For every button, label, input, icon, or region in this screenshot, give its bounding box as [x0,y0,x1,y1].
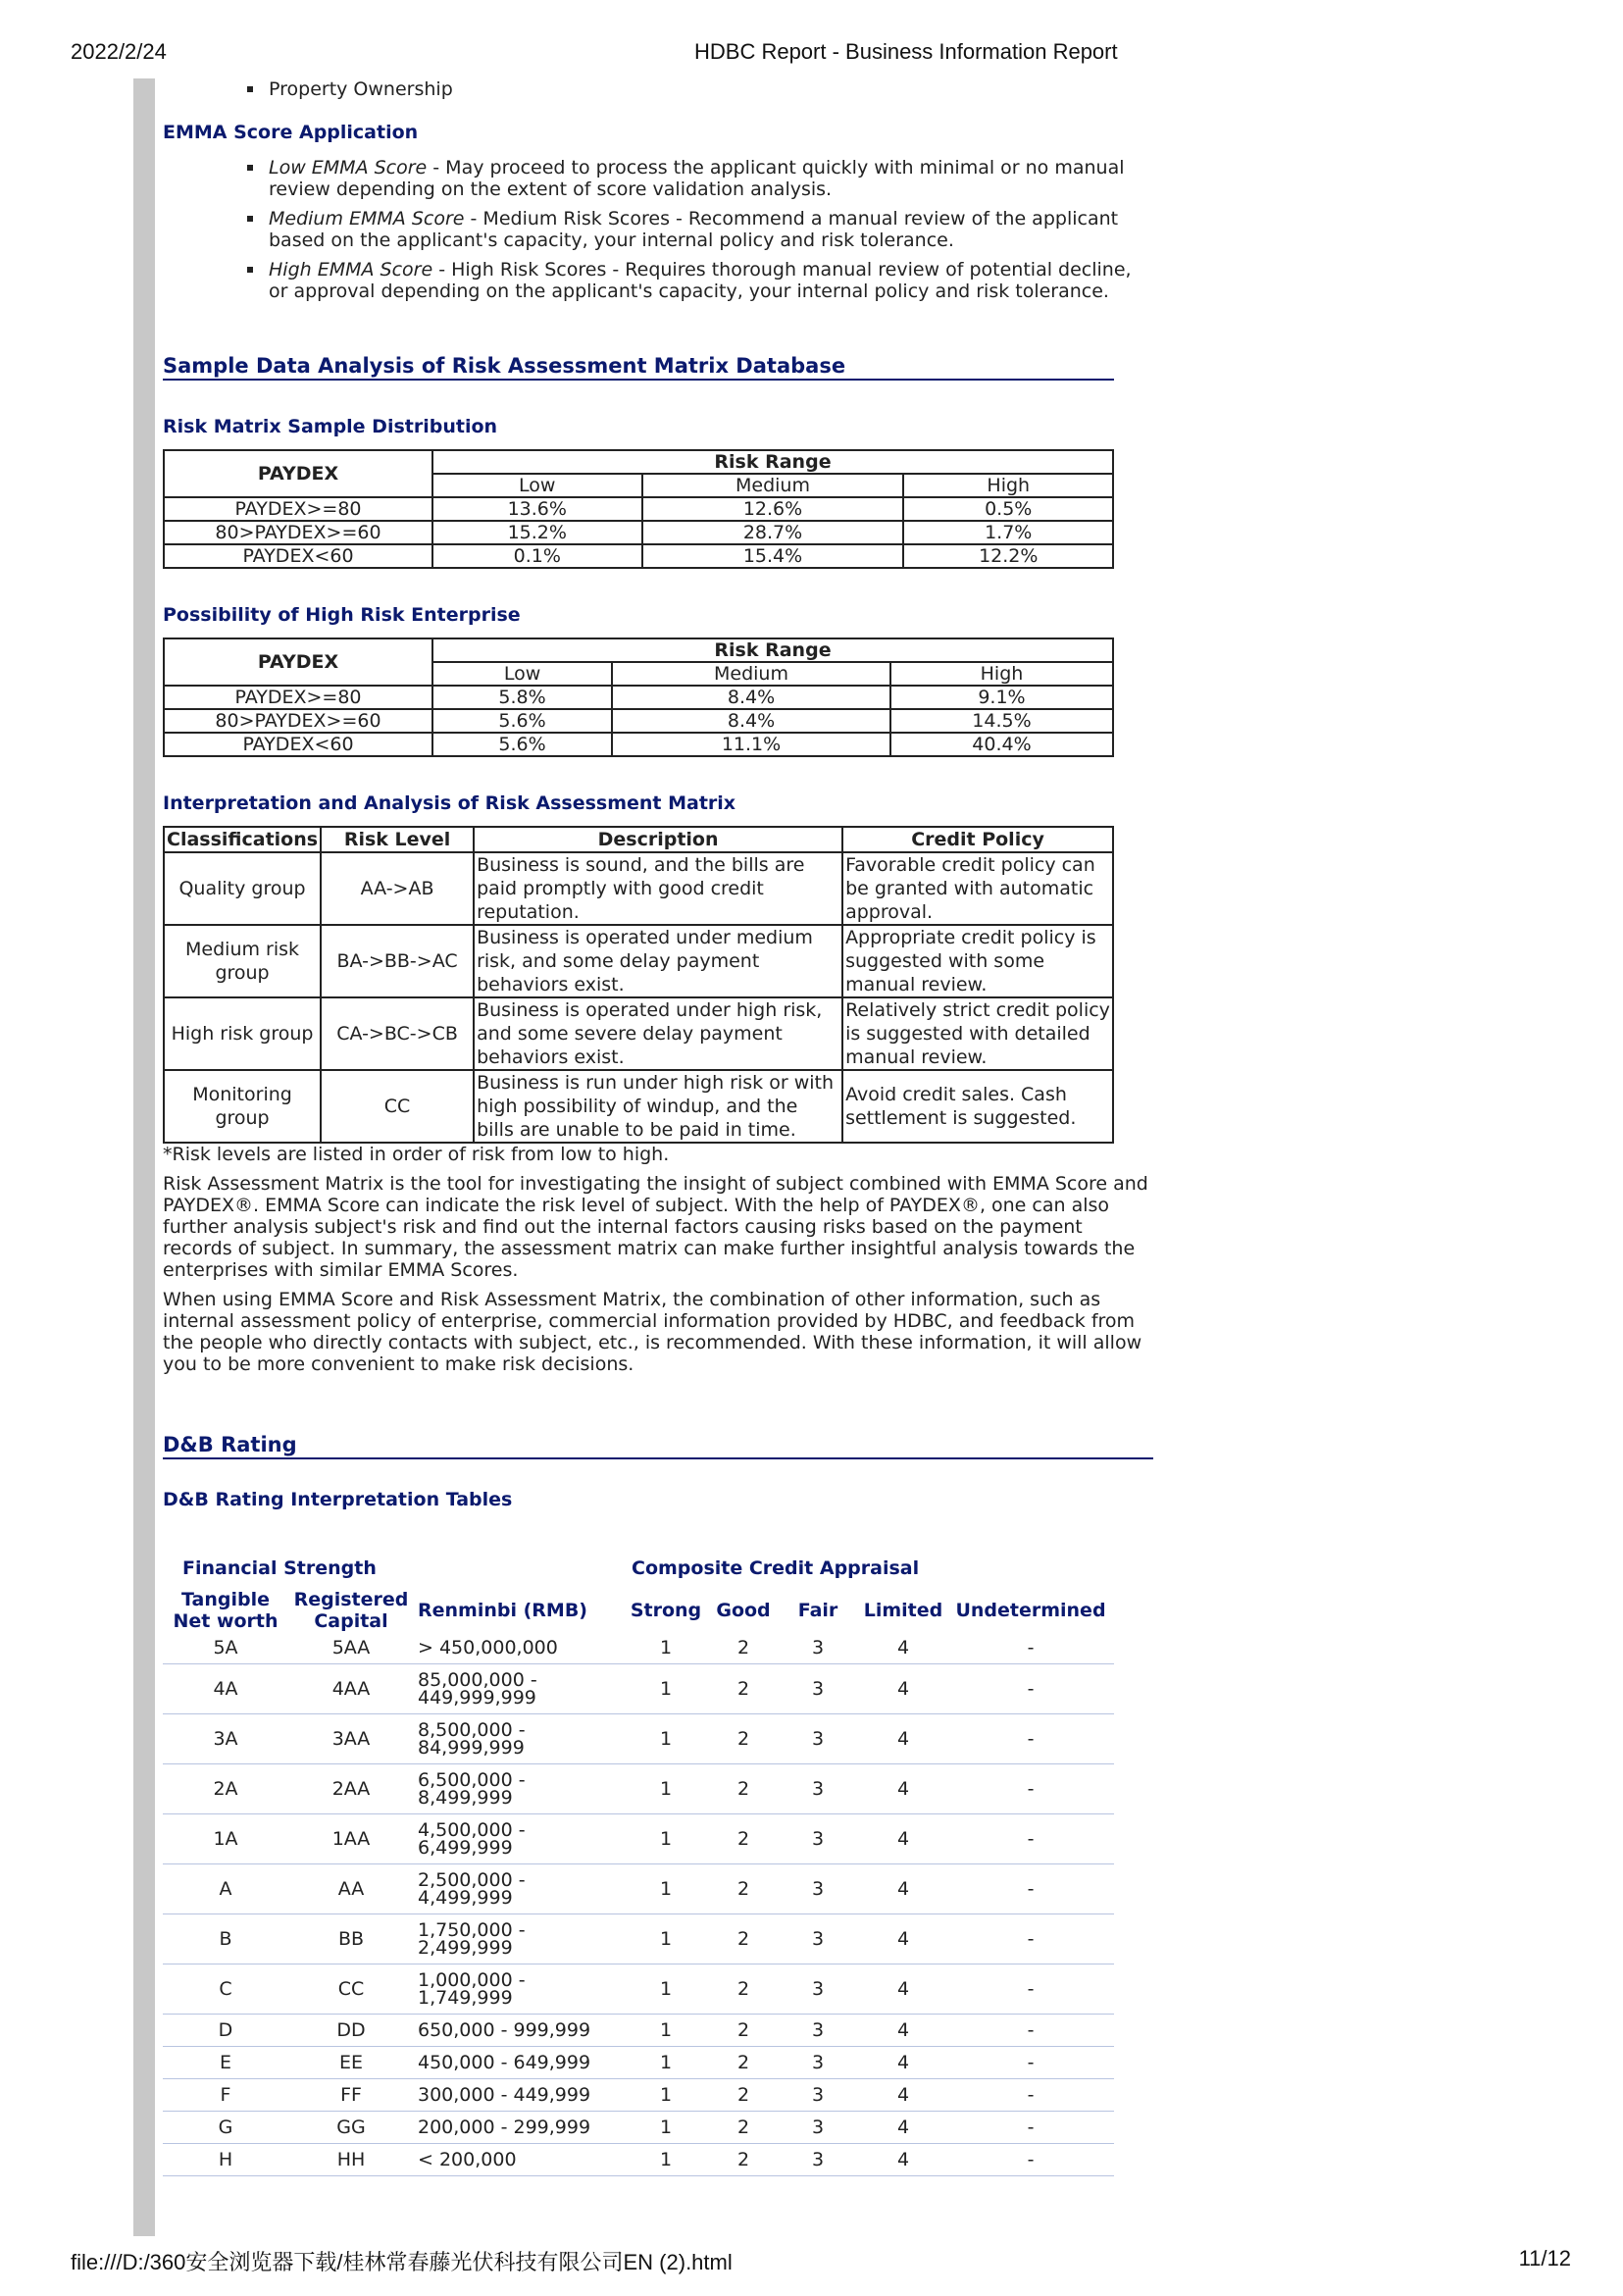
table-row: PAYDEX>=80 5.8% 8.4% 9.1% [164,686,1113,709]
table-cell: 85,000,000 - 449,999,999 [414,1664,622,1714]
table-cell: 2AA [288,1764,414,1814]
list-item: Low EMMA Score - May proceed to process the applicant quickly with minimal or no manual review depending on the extent of score validation analysis. [269,157,1153,200]
table-cell: 1 [622,2047,710,2079]
table-cell: 1,000,000 - 1,749,999 [414,1964,622,2015]
table-cell: - [947,1864,1114,1914]
col-header: Undetermined [955,1600,1106,1621]
col-header: Description [474,827,842,852]
table-cell: 450,000 - 649,999 [414,2047,622,2079]
col-header: Low [432,474,642,497]
interp-title: Interpretation and Analysis of Risk Assessment Matrix [163,792,736,814]
table-cell: GG [288,2112,414,2144]
top-bullet-list [163,78,1153,100]
col-header-risk-range: Risk Range [432,450,1113,474]
table-cell: 3AA [288,1714,414,1764]
table-cell: 1 [622,1632,710,1664]
table-cell: 1AA [288,1814,414,1864]
emma-list [163,157,1153,302]
col-header: Registered Capital [293,1589,409,1632]
col-header: Strong [630,1600,702,1621]
table-cell: AA [288,1864,414,1914]
table-cell: 4 [859,1714,947,1764]
table-row [163,1764,1114,1814]
table-row: Medium risk group BA->BB->AC Business is operated under medium risk, and some delay payment behaviors exist. Appropriate credit policy is suggested with some manual review. [164,925,1113,997]
table-cell: > 450,000,000 [414,1632,622,1664]
col-header: High [890,662,1113,686]
composite-credit-title: Composite Credit Appraisal [632,1557,920,1579]
table-cell: - [947,2015,1114,2047]
table-cell: 1 [622,2015,710,2047]
table-row: PAYDEX>=80 13.6% 12.6% 0.5% [164,497,1113,521]
table-cell: 2 [710,1964,777,2015]
table-cell: - [947,1764,1114,1814]
table-cell: 2 [710,2144,777,2176]
dist-title: Risk Matrix Sample Distribution [163,416,498,437]
section-title-sample: Sample Data Analysis of Risk Assessment Matrix Database [163,355,1114,381]
table-cell: 2 [710,1914,777,1964]
table-cell: 3 [777,2015,859,2047]
table-cell: 2,500,000 - 4,499,999 [414,1864,622,1914]
emma-term: Medium EMMA Score [269,208,465,230]
table-cell: 4 [859,1664,947,1714]
table-cell: 5AA [288,1632,414,1664]
table-cell: - [947,1714,1114,1764]
table-cell: 3 [777,1664,859,1714]
list-item: Property Ownership [269,78,1153,100]
table-row [163,1714,1114,1764]
table-cell: D [163,2015,288,2047]
table-row [163,1964,1114,2015]
table-cell: 3 [777,2047,859,2079]
table-cell: 2 [710,1714,777,1764]
table-cell: 2 [710,2015,777,2047]
table-cell: 3 [777,1864,859,1914]
table-cell: - [947,2079,1114,2112]
table-cell: 1 [622,1664,710,1714]
table-cell: 8,500,000 - 84,999,999 [414,1714,622,1764]
table-cell: CC [288,1964,414,2015]
table-cell: FF [288,2079,414,2112]
table-cell: 2 [710,1632,777,1664]
table-row [163,1632,1114,1664]
report-content [163,77,1153,2176]
distribution-table [163,449,1114,569]
table-row [163,1814,1114,1864]
table-row [163,2079,1114,2112]
table-cell: 1 [622,1864,710,1914]
table-cell: 650,000 - 999,999 [414,2015,622,2047]
table-row [163,1914,1114,1964]
col-header: Renminbi (RMB) [418,1600,587,1621]
financial-strength-title: Financial Strength [182,1557,377,1579]
table-cell: 4 [859,2112,947,2144]
table-cell: H [163,2144,288,2176]
table-cell: E [163,2047,288,2079]
table-cell: 2 [710,1864,777,1914]
table-cell: 3 [777,1914,859,1964]
table-cell: 3 [777,1632,859,1664]
section-title-dnb: D&B Rating [163,1434,1153,1459]
table-cell: DD [288,2015,414,2047]
col-header: Classifications [164,827,321,852]
col-header: Tangible Net worth [173,1589,279,1632]
table-cell: C [163,1964,288,2015]
table-cell: 300,000 - 449,999 [414,2079,622,2112]
table-cell: 1 [622,1714,710,1764]
col-header: Good [716,1600,771,1621]
table-cell: 4 [859,1632,947,1664]
table-cell: - [947,1964,1114,2015]
print-header [71,39,1571,69]
table-cell: 3 [777,1814,859,1864]
dnb-rating-table [163,1557,1114,2176]
table-cell: - [947,1814,1114,1864]
table-cell: 3 [777,1964,859,2015]
table-cell: 4 [859,1814,947,1864]
page-number: 11/12 [1518,2246,1571,2270]
col-header: High [903,474,1113,497]
table-row: Monitoring group CC Business is run under high risk or with high possibility of windup, and the bills are unable to be paid in time. Avoid credit sales. Cash settlement is suggested. [164,1070,1113,1143]
table-cell: 2 [710,2047,777,2079]
print-date: 2022/2/24 [71,39,167,64]
table-cell: 3 [777,1714,859,1764]
possibility-table [163,638,1114,757]
table-row: Quality group AA->AB Business is sound, and the bills are paid promptly with good credit reputation. Favorable credit policy can be granted with automatic approval. [164,852,1113,925]
table-cell: 1 [622,1914,710,1964]
table-cell: A [163,1864,288,1914]
table-cell: - [947,1664,1114,1714]
table-row: High risk group CA->BC->CB Business is operated under high risk, and some severe delay payment behaviors exist. Relatively strict credit policy is suggested with detailed manual review. [164,997,1113,1070]
table-row [163,2015,1114,2047]
table-cell: 1 [622,2112,710,2144]
table-cell: - [947,2047,1114,2079]
print-title: HDBC Report - Business Information Report [694,39,1118,64]
table-cell: G [163,2112,288,2144]
paragraph-usage: When using EMMA Score and Risk Assessment Matrix, the combination of other information, such as internal assessment policy of enterprise, commercial information provided by HDBC, and feedback from the people who directly contacts with subject, etc., is recommended. With these information, it will allow you to be more convenient to make risk decisions. [163,1289,1142,1375]
table-row [163,1664,1114,1714]
table-cell: 1 [622,1764,710,1814]
rating-rows [163,1632,1114,2176]
table-cell: B [163,1914,288,1964]
col-header: Low [432,662,612,686]
table-row [163,2144,1114,2176]
col-header: Risk Level [321,827,474,852]
table-row [163,2047,1114,2079]
table-cell: 1 [622,1964,710,2015]
table-cell: 3A [163,1714,288,1764]
col-header: Limited [863,1600,943,1621]
table-cell: - [947,1914,1114,1964]
table-cell: 200,000 - 299,999 [414,2112,622,2144]
table-row: 80>PAYDEX>=60 15.2% 28.7% 1.7% [164,521,1113,544]
table-cell: 4 [859,1764,947,1814]
table-cell: 4 [859,1914,947,1964]
table-row [163,2112,1114,2144]
table-row: PAYDEX<60 0.1% 15.4% 12.2% [164,544,1113,568]
emma-term: Low EMMA Score [269,157,428,179]
table-cell: 2 [710,1664,777,1714]
table-cell: 1A [163,1814,288,1864]
table-cell: 4 [859,2144,947,2176]
possibility-title: Possibility of High Risk Enterprise [163,604,521,626]
table-cell: 1,750,000 - 2,499,999 [414,1914,622,1964]
table-cell: 3 [777,2144,859,2176]
table-cell: 6,500,000 - 8,499,999 [414,1764,622,1814]
table-cell: F [163,2079,288,2112]
file-path: file:///D:/360安全浏览器下载/桂林常春藤光伏科技有限公司EN (2).html [71,2250,733,2274]
table-cell: HH [288,2144,414,2176]
table-cell: 4 [859,1964,947,2015]
table-cell: 2A [163,1764,288,1814]
table-cell: EE [288,2047,414,2079]
table-cell: 1 [622,1814,710,1864]
table-cell: 4AA [288,1664,414,1714]
table-cell: 2 [710,1764,777,1814]
col-header-paydex: PAYDEX [164,638,432,686]
table-cell: - [947,1632,1114,1664]
left-sidebar-bar [133,78,155,2236]
table-cell: 3 [777,2079,859,2112]
col-header: Medium [642,474,904,497]
col-header-paydex: PAYDEX [164,450,432,497]
interpretation-table [163,826,1114,1144]
table-cell: 2 [710,1814,777,1864]
emma-title: EMMA Score Application [163,122,419,143]
table-cell: 4A [163,1664,288,1714]
col-header: Credit Policy [842,827,1113,852]
table-cell: < 200,000 [414,2144,622,2176]
table-cell: 4 [859,1864,947,1914]
table-cell: 5A [163,1632,288,1664]
dnb-sub-title: D&B Rating Interpretation Tables [163,1489,513,1510]
table-cell: 2 [710,2112,777,2144]
col-header-risk-range: Risk Range [432,638,1113,662]
paragraph-matrix: Risk Assessment Matrix is the tool for investigating the insight of subject combined with EMMA Score and PAYDEX®. EMMA Score can indicate the risk level of subject. With the help of PAYDEX®, one can also further analysis subject's risk and find out the internal factors causing risks based on the payment records of subject. In summary, the assessment matrix can make further insightful analysis towards the enterprises with similar EMMA Scores. [163,1173,1148,1281]
table-row: 80>PAYDEX>=60 5.6% 8.4% 14.5% [164,709,1113,733]
table-cell: BB [288,1914,414,1964]
table-cell: 4 [859,2079,947,2112]
table-cell: - [947,2144,1114,2176]
risk-note: *Risk levels are listed in order of risk from low to high. [163,1144,670,1165]
col-header: Fair [797,1600,838,1621]
table-cell: 4 [859,2047,947,2079]
table-cell: 1 [622,2144,710,2176]
table-row [163,1864,1114,1914]
table-cell: 4,500,000 - 6,499,999 [414,1814,622,1864]
emma-term: High EMMA Score [269,259,433,281]
table-cell: - [947,2112,1114,2144]
table-cell: 4 [859,2015,947,2047]
col-header: Medium [612,662,890,686]
table-cell: 1 [622,2079,710,2112]
table-cell: 3 [777,1764,859,1814]
list-item: Medium EMMA Score - Medium Risk Scores - Recommend a manual review of the applicant based on the applicant's capacity, your internal policy and risk tolerance. [269,208,1153,251]
table-cell: 3 [777,2112,859,2144]
table-cell: 2 [710,2079,777,2112]
list-item: High EMMA Score - High Risk Scores - Requires thorough manual review of potential decline, or approval depending on the applicant's capacity, your internal policy and risk tolerance. [269,259,1153,302]
table-row: PAYDEX<60 5.6% 11.1% 40.4% [164,733,1113,756]
